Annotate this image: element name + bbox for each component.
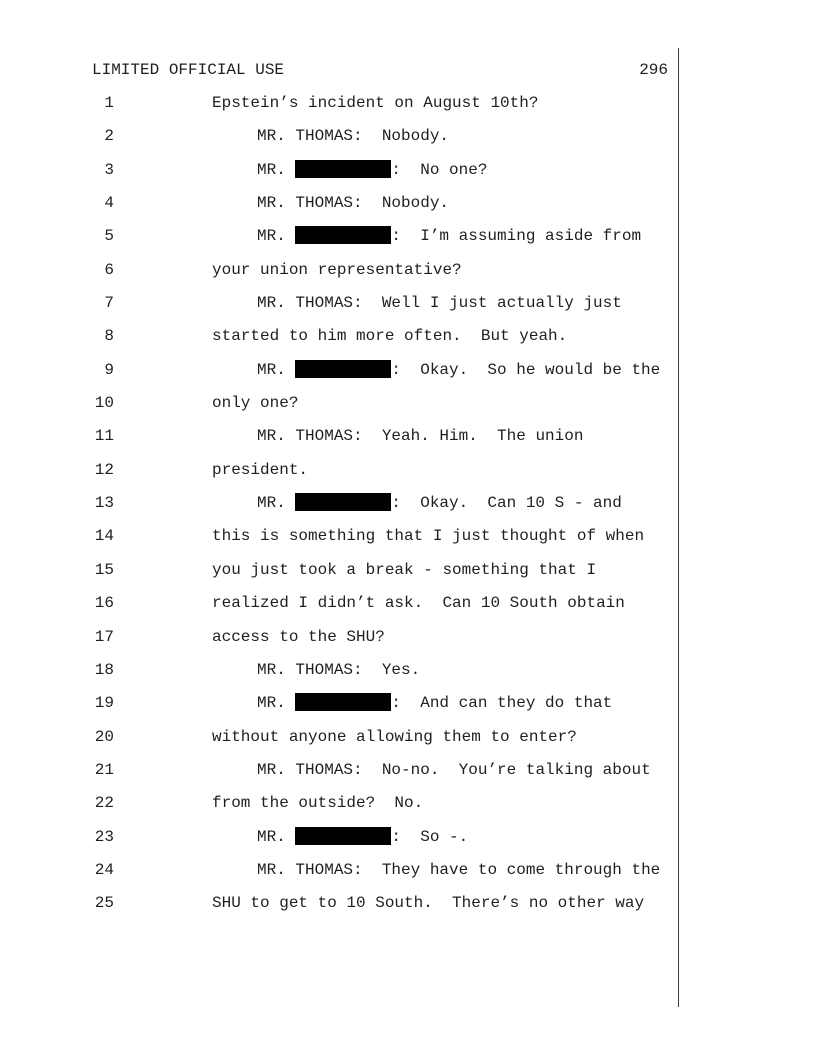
line-text: MR. THOMAS: Nobody. <box>257 194 450 213</box>
transcript-line <box>0 387 816 420</box>
line-number: 11 <box>94 427 114 446</box>
transcript-line <box>0 254 816 287</box>
line-text: access to the SHU? <box>212 627 385 646</box>
page-number: 296 <box>639 61 668 79</box>
transcript-line <box>0 887 816 920</box>
line-text: MR. : Okay. So he would be the <box>257 360 661 379</box>
line-number: 18 <box>94 660 114 679</box>
line-text: MR. : No one? <box>257 160 488 179</box>
transcript-line <box>0 187 816 220</box>
redaction-box <box>295 693 391 711</box>
line-number: 13 <box>94 494 114 513</box>
transcript-line <box>0 554 816 587</box>
line-text: realized I didn’t ask. Can 10 South obtain <box>212 594 625 613</box>
transcript-line <box>0 520 816 553</box>
redaction-box <box>295 827 391 845</box>
line-text: only one? <box>212 394 299 413</box>
transcript-line <box>0 654 816 687</box>
transcript-line <box>0 354 816 387</box>
transcript-line <box>0 854 816 887</box>
line-number: 25 <box>94 894 114 913</box>
transcript-line <box>0 120 816 153</box>
transcript-line <box>0 320 816 353</box>
transcript-line <box>0 721 816 754</box>
line-number: 16 <box>94 594 114 613</box>
line-text: Epstein’s incident on August 10th? <box>212 94 539 112</box>
transcript-line <box>0 220 816 253</box>
transcript-line <box>0 287 816 320</box>
line-number: 2 <box>104 127 114 146</box>
line-number: 8 <box>104 327 114 346</box>
line-number: 17 <box>94 627 114 646</box>
line-text: MR. : So -. <box>257 827 469 846</box>
line-text: from the outside? No. <box>212 794 424 813</box>
redaction-box <box>295 226 391 244</box>
line-text: MR. THOMAS: Yes. <box>257 660 421 679</box>
transcript-line <box>0 787 816 820</box>
line-text: MR. THOMAS: Nobody. <box>257 127 450 146</box>
line-number: 1 <box>104 94 114 112</box>
transcript-line <box>0 821 816 854</box>
transcript-line <box>0 621 816 654</box>
line-number: 22 <box>94 794 114 813</box>
line-text: president. <box>212 460 309 479</box>
line-number: 12 <box>94 460 114 479</box>
classification-marking: LIMITED OFFICIAL USE <box>92 61 285 79</box>
page-header <box>92 62 668 78</box>
line-text: started to him more often. But yeah. <box>212 327 568 346</box>
line-number: 20 <box>94 727 114 746</box>
line-text: MR. THOMAS: No-no. You’re talking about <box>257 760 651 779</box>
line-text: without anyone allowing them to enter? <box>212 727 577 746</box>
line-number: 3 <box>104 160 114 179</box>
line-text: MR. : Okay. Can 10 S - and <box>257 494 622 513</box>
redaction-box <box>295 493 391 511</box>
redaction-box <box>295 360 391 378</box>
line-text: MR. THOMAS: Well I just actually just <box>257 294 622 313</box>
line-text: you just took a break - something that I <box>212 560 597 579</box>
line-number: 15 <box>94 560 114 579</box>
line-number: 21 <box>94 760 114 779</box>
transcript-line <box>0 454 816 487</box>
line-text: SHU to get to 10 South. There’s no other way <box>212 894 645 913</box>
line-number: 10 <box>94 394 114 413</box>
line-number: 23 <box>94 827 114 846</box>
line-text: MR. THOMAS: Yeah. Him. The union <box>257 427 584 446</box>
transcript-line <box>0 687 816 720</box>
transcript-line <box>0 420 816 453</box>
line-text: MR. : And can they do that <box>257 694 613 713</box>
transcript-line <box>0 487 816 520</box>
line-text: your union representative? <box>212 260 462 279</box>
line-number: 4 <box>104 194 114 213</box>
transcript-line <box>0 587 816 620</box>
line-number: 24 <box>94 860 114 879</box>
transcript-line <box>0 154 816 187</box>
line-text: MR. : I’m assuming aside from <box>257 227 642 246</box>
transcript-lines <box>0 87 816 921</box>
line-number: 14 <box>94 527 114 546</box>
line-number: 9 <box>104 360 114 379</box>
line-number: 19 <box>94 694 114 713</box>
line-text: this is something that I just thought of when <box>212 527 645 546</box>
transcript-line <box>0 754 816 787</box>
line-text: MR. THOMAS: They have to come through the <box>257 860 661 879</box>
line-number: 6 <box>104 260 114 279</box>
line-number: 7 <box>104 294 114 313</box>
line-number: 5 <box>104 227 114 246</box>
transcript-line <box>0 87 816 120</box>
redaction-box <box>295 160 391 178</box>
